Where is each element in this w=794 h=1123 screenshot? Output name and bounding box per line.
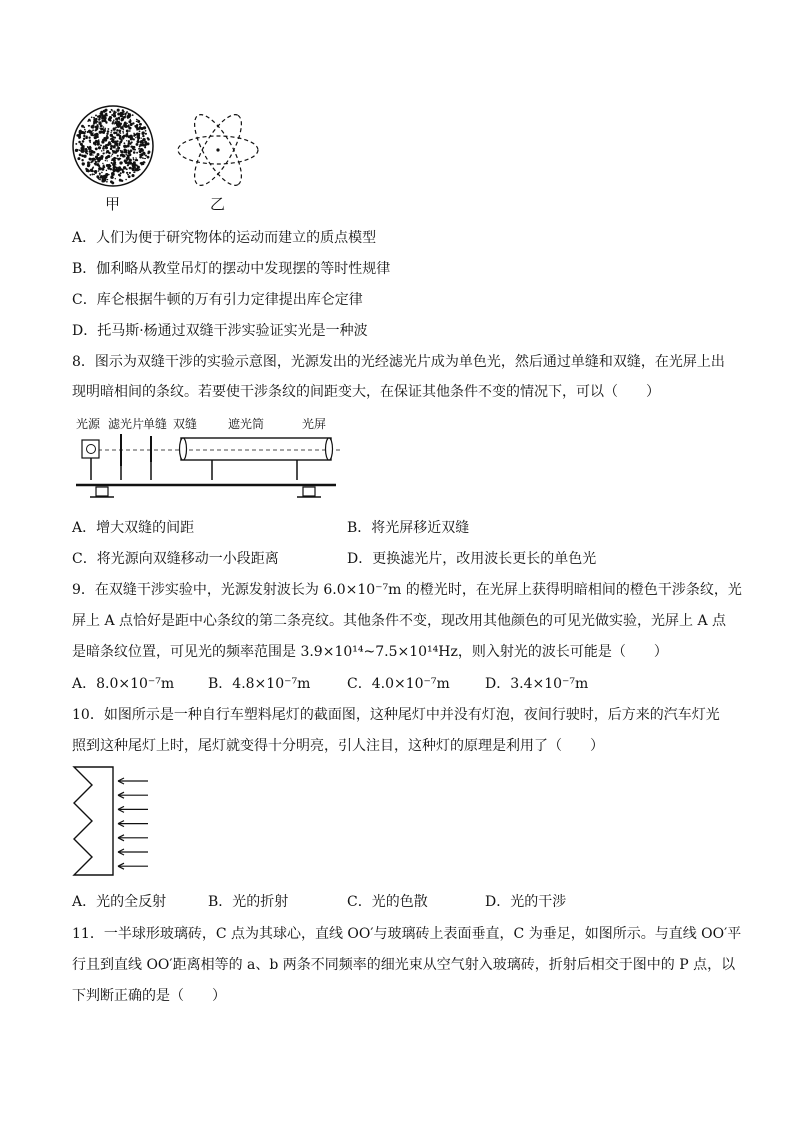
q11-stem-line2: 行且到直线 OO′距离相等的 a、b 两条不同频率的细光束从空气射入玻璃砖，折射后相交于图中的 P 点，以 (72, 957, 736, 973)
q7-option-a: A．人们为便于研究物体的运动而建立的质点模型 (72, 230, 377, 246)
q11-stem-line3: 下判断正确的是（ ） (72, 988, 226, 1004)
label-light-source: 光源 (76, 417, 101, 431)
q8-option-a: A．增大双缝的间距 (72, 520, 195, 536)
q9-option-d: D．3.4×10⁻⁷m (485, 676, 589, 692)
q10-option-c: C．光的色散 (347, 894, 428, 910)
q8-option-d: D．更换滤光片，改用波长更长的单色光 (347, 551, 597, 567)
q10-stem-line1: 10．如图所示是一种自行车塑料尾灯的截面图，这种尾灯中并没有灯泡，夜间行驶时，后方来的汽车灯光 (72, 707, 720, 723)
label-screen: 光屏 (302, 417, 327, 431)
label-yi: 乙 (210, 195, 226, 213)
q8-option-c: C．将光源向双缝移动一小段距离 (72, 551, 279, 567)
q8-stem-line1: 8．图示为双缝干涉的实验示意图，光源发出的光经滤光片成为单色光，然后通过单缝和双缝，在光屏上出 (72, 354, 725, 370)
q7-option-c: C．库仑根据牛顿的万有引力定律提出库仑定律 (72, 292, 363, 308)
label-single-slit: 单缝 (143, 417, 168, 431)
q10-option-a: A．光的全反射 (72, 894, 167, 910)
label-shade-tube: 遮光筒 (228, 417, 265, 431)
q9-stem-line2: 屏上 A 点恰好是距中心条纹的第二条亮纹。其他条件不变，现改用其他颜色的可见光做实验，光屏上 A 点 (72, 613, 727, 629)
q9-option-a: A．8.0×10⁻⁷m (72, 676, 175, 692)
q7-option-b: B．伽利略从教堂吊灯的摆动中发现摆的等时性规律 (72, 261, 391, 277)
q10-option-d: D．光的干涉 (485, 894, 567, 910)
label-double-slit: 双缝 (173, 417, 198, 431)
q9-option-c: C．4.0×10⁻⁷m (347, 676, 450, 692)
q11-stem-line1: 11．一半球形玻璃砖，C 点为其球心，直线 OO′与玻璃砖上表面垂直，C 为垂足，如图所示。与直线 OO′平 (72, 926, 742, 942)
q9-stem-line1: 9．在双缝干涉实验中，光源发射波长为 6.0×10⁻⁷m 的橙光时，在光屏上获得明暗相间的橙色干涉条纹，光 (72, 582, 742, 598)
q10-stem-line2: 照到这种尾灯上时，尾灯就变得十分明亮，引人注目，这种灯的原理是利用了（ ） (72, 738, 604, 754)
q9-option-b: B．4.8×10⁻⁷m (208, 676, 311, 692)
q8-stem-line2: 现明暗相间的条纹。若要使干涉条纹的间距变大，在保证其他条件不变的情况下，可以（ ） (72, 384, 660, 400)
q7-option-d: D．托马斯·杨通过双缝干涉实验证实光是一种波 (72, 323, 368, 339)
q9-stem-line3: 是暗条纹位置，可见光的频率范围是 3.9×10¹⁴~7.5×10¹⁴Hz，则入射光的波长可能是（ ） (72, 644, 668, 660)
label-filter: 滤光片 (108, 417, 145, 431)
q10-option-b: B．光的折射 (208, 894, 289, 910)
q8-option-b: B．将光屏移近双缝 (347, 520, 470, 536)
label-jia: 甲 (105, 195, 121, 213)
